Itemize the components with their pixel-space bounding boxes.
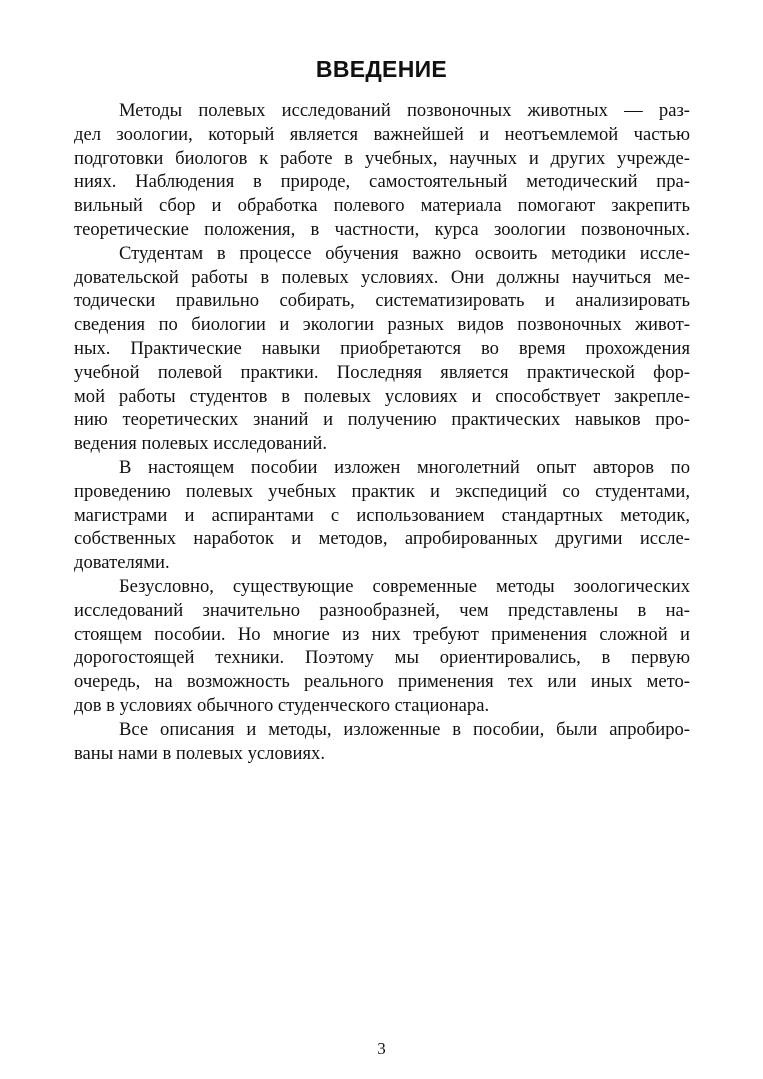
text-line: проведению полевых учебных практик и экспедиций со студентами, bbox=[74, 480, 690, 502]
body-text bbox=[74, 99, 690, 765]
paragraph-5 bbox=[74, 718, 690, 766]
text-line: сведения по биологии и экологии разных видов позвоночных живот- bbox=[74, 314, 690, 336]
text-line: ниях. Наблюдения в природе, самостоятельный методический пра- bbox=[74, 171, 690, 193]
text-line: тодически правильно собирать, систематизировать и анализировать bbox=[74, 290, 690, 312]
text-line: Методы полевых исследований позвоночных животных — раз- bbox=[119, 100, 690, 121]
text-line: дел зоологии, который является важнейшей и неотъемлемой частью bbox=[74, 123, 690, 145]
text-line: Безусловно, существующие современные методы зоологических bbox=[119, 575, 690, 597]
text-line: дорогостоящей техники. Поэтому мы ориентировались, в первую bbox=[74, 647, 690, 669]
text-line: магистрами и аспирантами с использованием стандартных методик, bbox=[74, 504, 690, 526]
paragraph-1 bbox=[74, 99, 690, 242]
text-line: учебной полевой практики. Последняя является практической фор- bbox=[74, 361, 690, 383]
text-line: очередь, на возможность реального применения тех или иных мето- bbox=[74, 671, 690, 693]
text-line: исследований значительно разнообразней, чем представлены в на- bbox=[74, 599, 690, 621]
text-line: дователями. bbox=[74, 552, 170, 574]
text-line: ных. Практические навыки приобретаются во время прохождения bbox=[74, 337, 690, 359]
paragraph-2 bbox=[74, 242, 690, 456]
text-line: вильный сбор и обработка полевого материала помогают закрепить bbox=[74, 195, 690, 217]
paragraph-3 bbox=[74, 456, 690, 575]
text-line: довательской работы в полевых условиях. Они должны научиться ме- bbox=[74, 266, 690, 288]
page-number: 3 bbox=[377, 1039, 386, 1058]
page-title: ВВЕДЕНИЕ bbox=[315, 56, 448, 82]
text-line: дов в условиях обычного студенческого стационара. bbox=[74, 694, 490, 716]
text-line: Все описания и методы, изложенные в пособии, были апробиро- bbox=[119, 718, 690, 740]
text-line: В настоящем пособии изложен многолетний опыт авторов по bbox=[119, 456, 690, 478]
text-line: Студентам в процессе обучения важно освоить методики иссле- bbox=[119, 242, 690, 264]
text-line: ведения полевых исследований. bbox=[74, 433, 328, 455]
text-line: мой работы студентов в полевых условиях и способствует закрепле- bbox=[74, 385, 690, 407]
text-line: стоящем пособии. Но многие из них требуют применения сложной и bbox=[74, 623, 690, 645]
text-line: нию теоретических знаний и получению практических навыков про- bbox=[74, 409, 690, 431]
text-line: подготовки биологов к работе в учебных, научных и других учрежде- bbox=[74, 147, 690, 169]
text-line: теоретические положения, в частности, курса зоологии позвоночных. bbox=[74, 218, 690, 240]
paragraph-4 bbox=[74, 575, 690, 718]
text-line: собственных наработок и методов, апробированных другими иссле- bbox=[74, 528, 690, 550]
text-line: ваны нами в полевых условиях. bbox=[74, 742, 325, 764]
